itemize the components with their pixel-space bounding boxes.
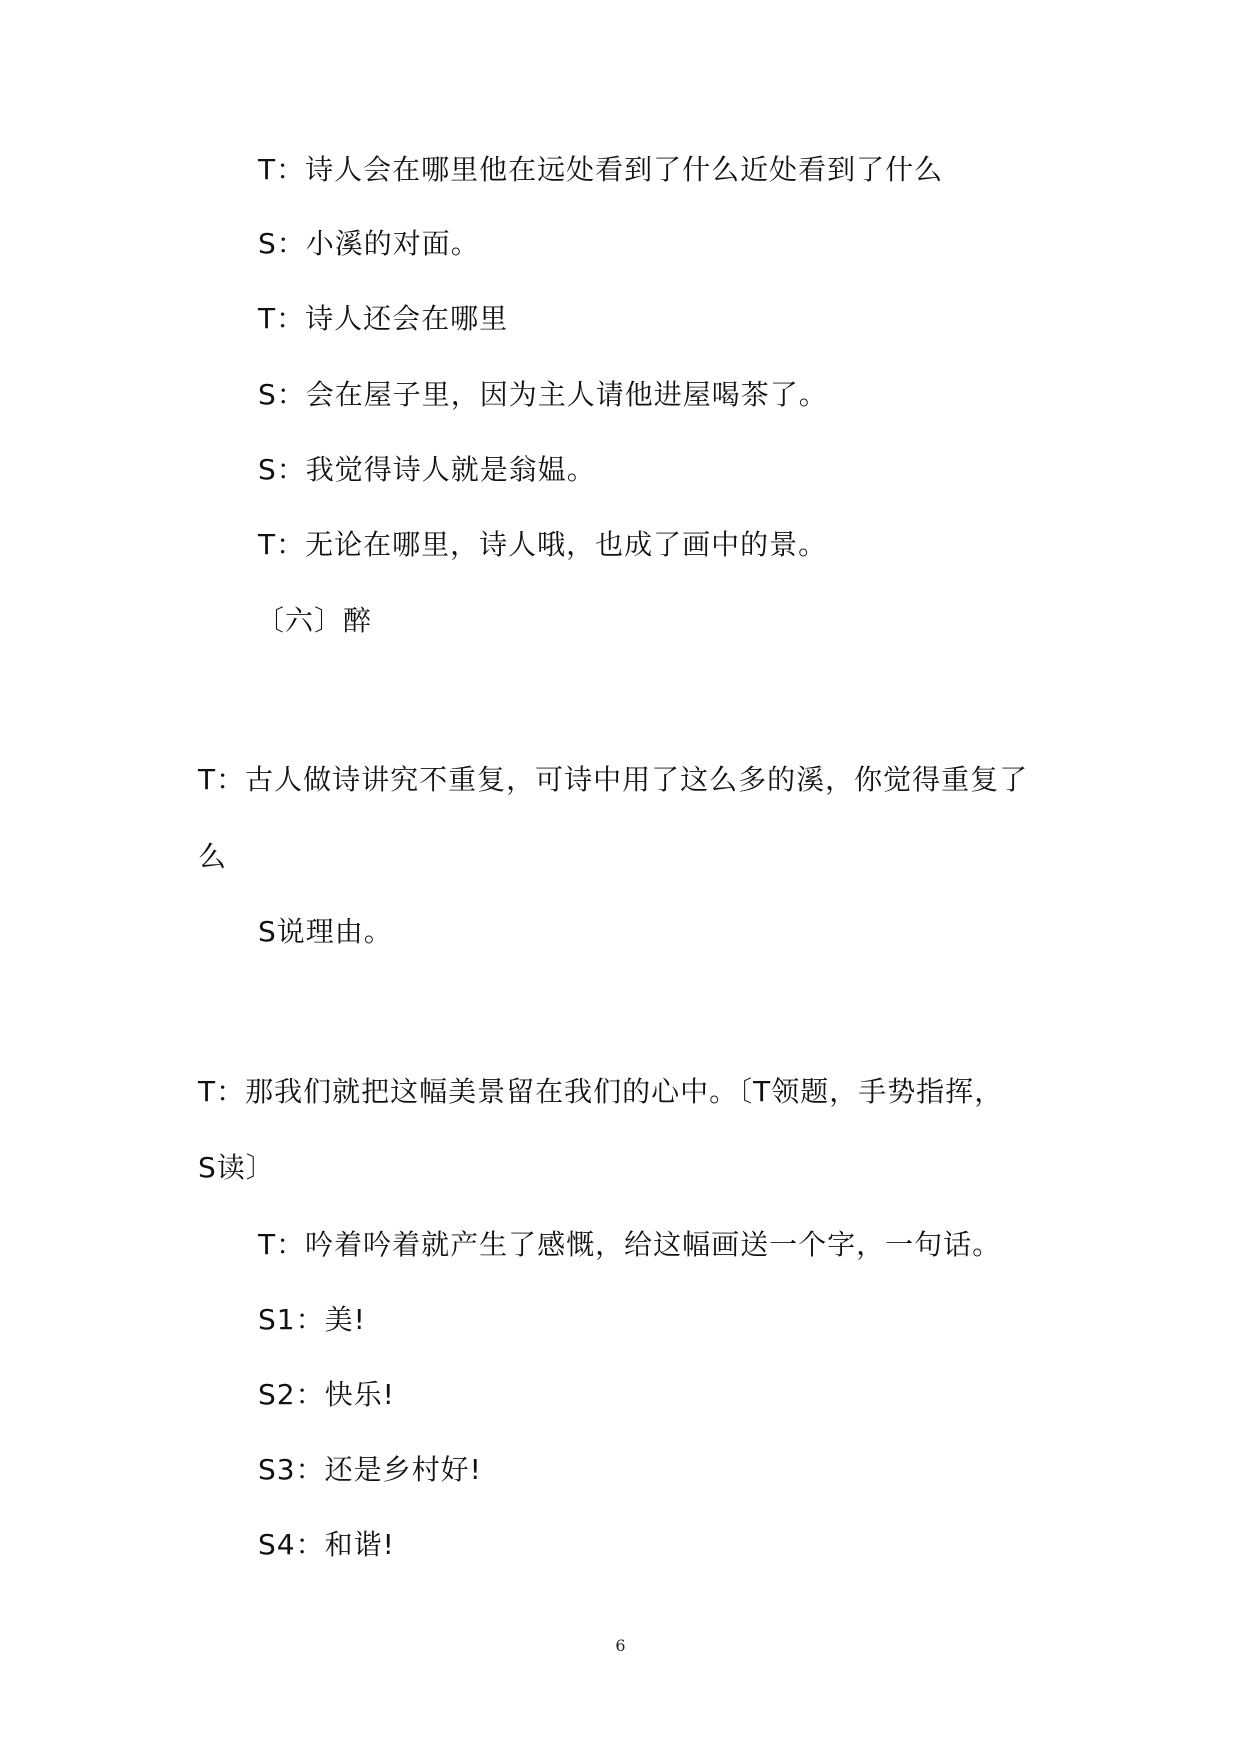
dialogue-line: S说理由。 [258, 915, 393, 948]
dialogue-line: S2：快乐! [258, 1378, 395, 1411]
dialogue-line: S1：美! [258, 1303, 366, 1336]
dialogue-line: T：无论在哪里，诗人哦，也成了画中的景。 [258, 528, 828, 561]
dialogue-line: T：诗人还会在哪里 [258, 302, 509, 335]
dialogue-line: S：我觉得诗人就是翁媪。 [258, 453, 596, 486]
dialogue-line: S4：和谐! [258, 1528, 395, 1561]
dialogue-line: S：会在屋子里，因为主人请他进屋喝茶了。 [258, 378, 828, 411]
dialogue-line: S：小溪的对面。 [258, 227, 480, 260]
page-number: 6 [615, 1636, 626, 1655]
section-heading: 〔六〕醉 [256, 604, 373, 637]
dialogue-line: S3：还是乡村好! [258, 1453, 482, 1486]
dialogue-line-continuation: 么 [198, 840, 228, 873]
dialogue-line: T：吟着吟着就产生了感慨，给这幅画送一个字，一句话。 [258, 1228, 1002, 1261]
dialogue-line: T：古人做诗讲究不重复，可诗中用了这么多的溪，你觉得重复了 [198, 763, 1029, 796]
dialogue-line-continuation: S读〕 [198, 1151, 275, 1184]
dialogue-line: T：诗人会在哪里他在远处看到了什么近处看到了什么 [258, 153, 944, 186]
dialogue-line: T：那我们就把这幅美景留在我们的心中。〔T领题，手势指挥， [198, 1075, 1004, 1108]
